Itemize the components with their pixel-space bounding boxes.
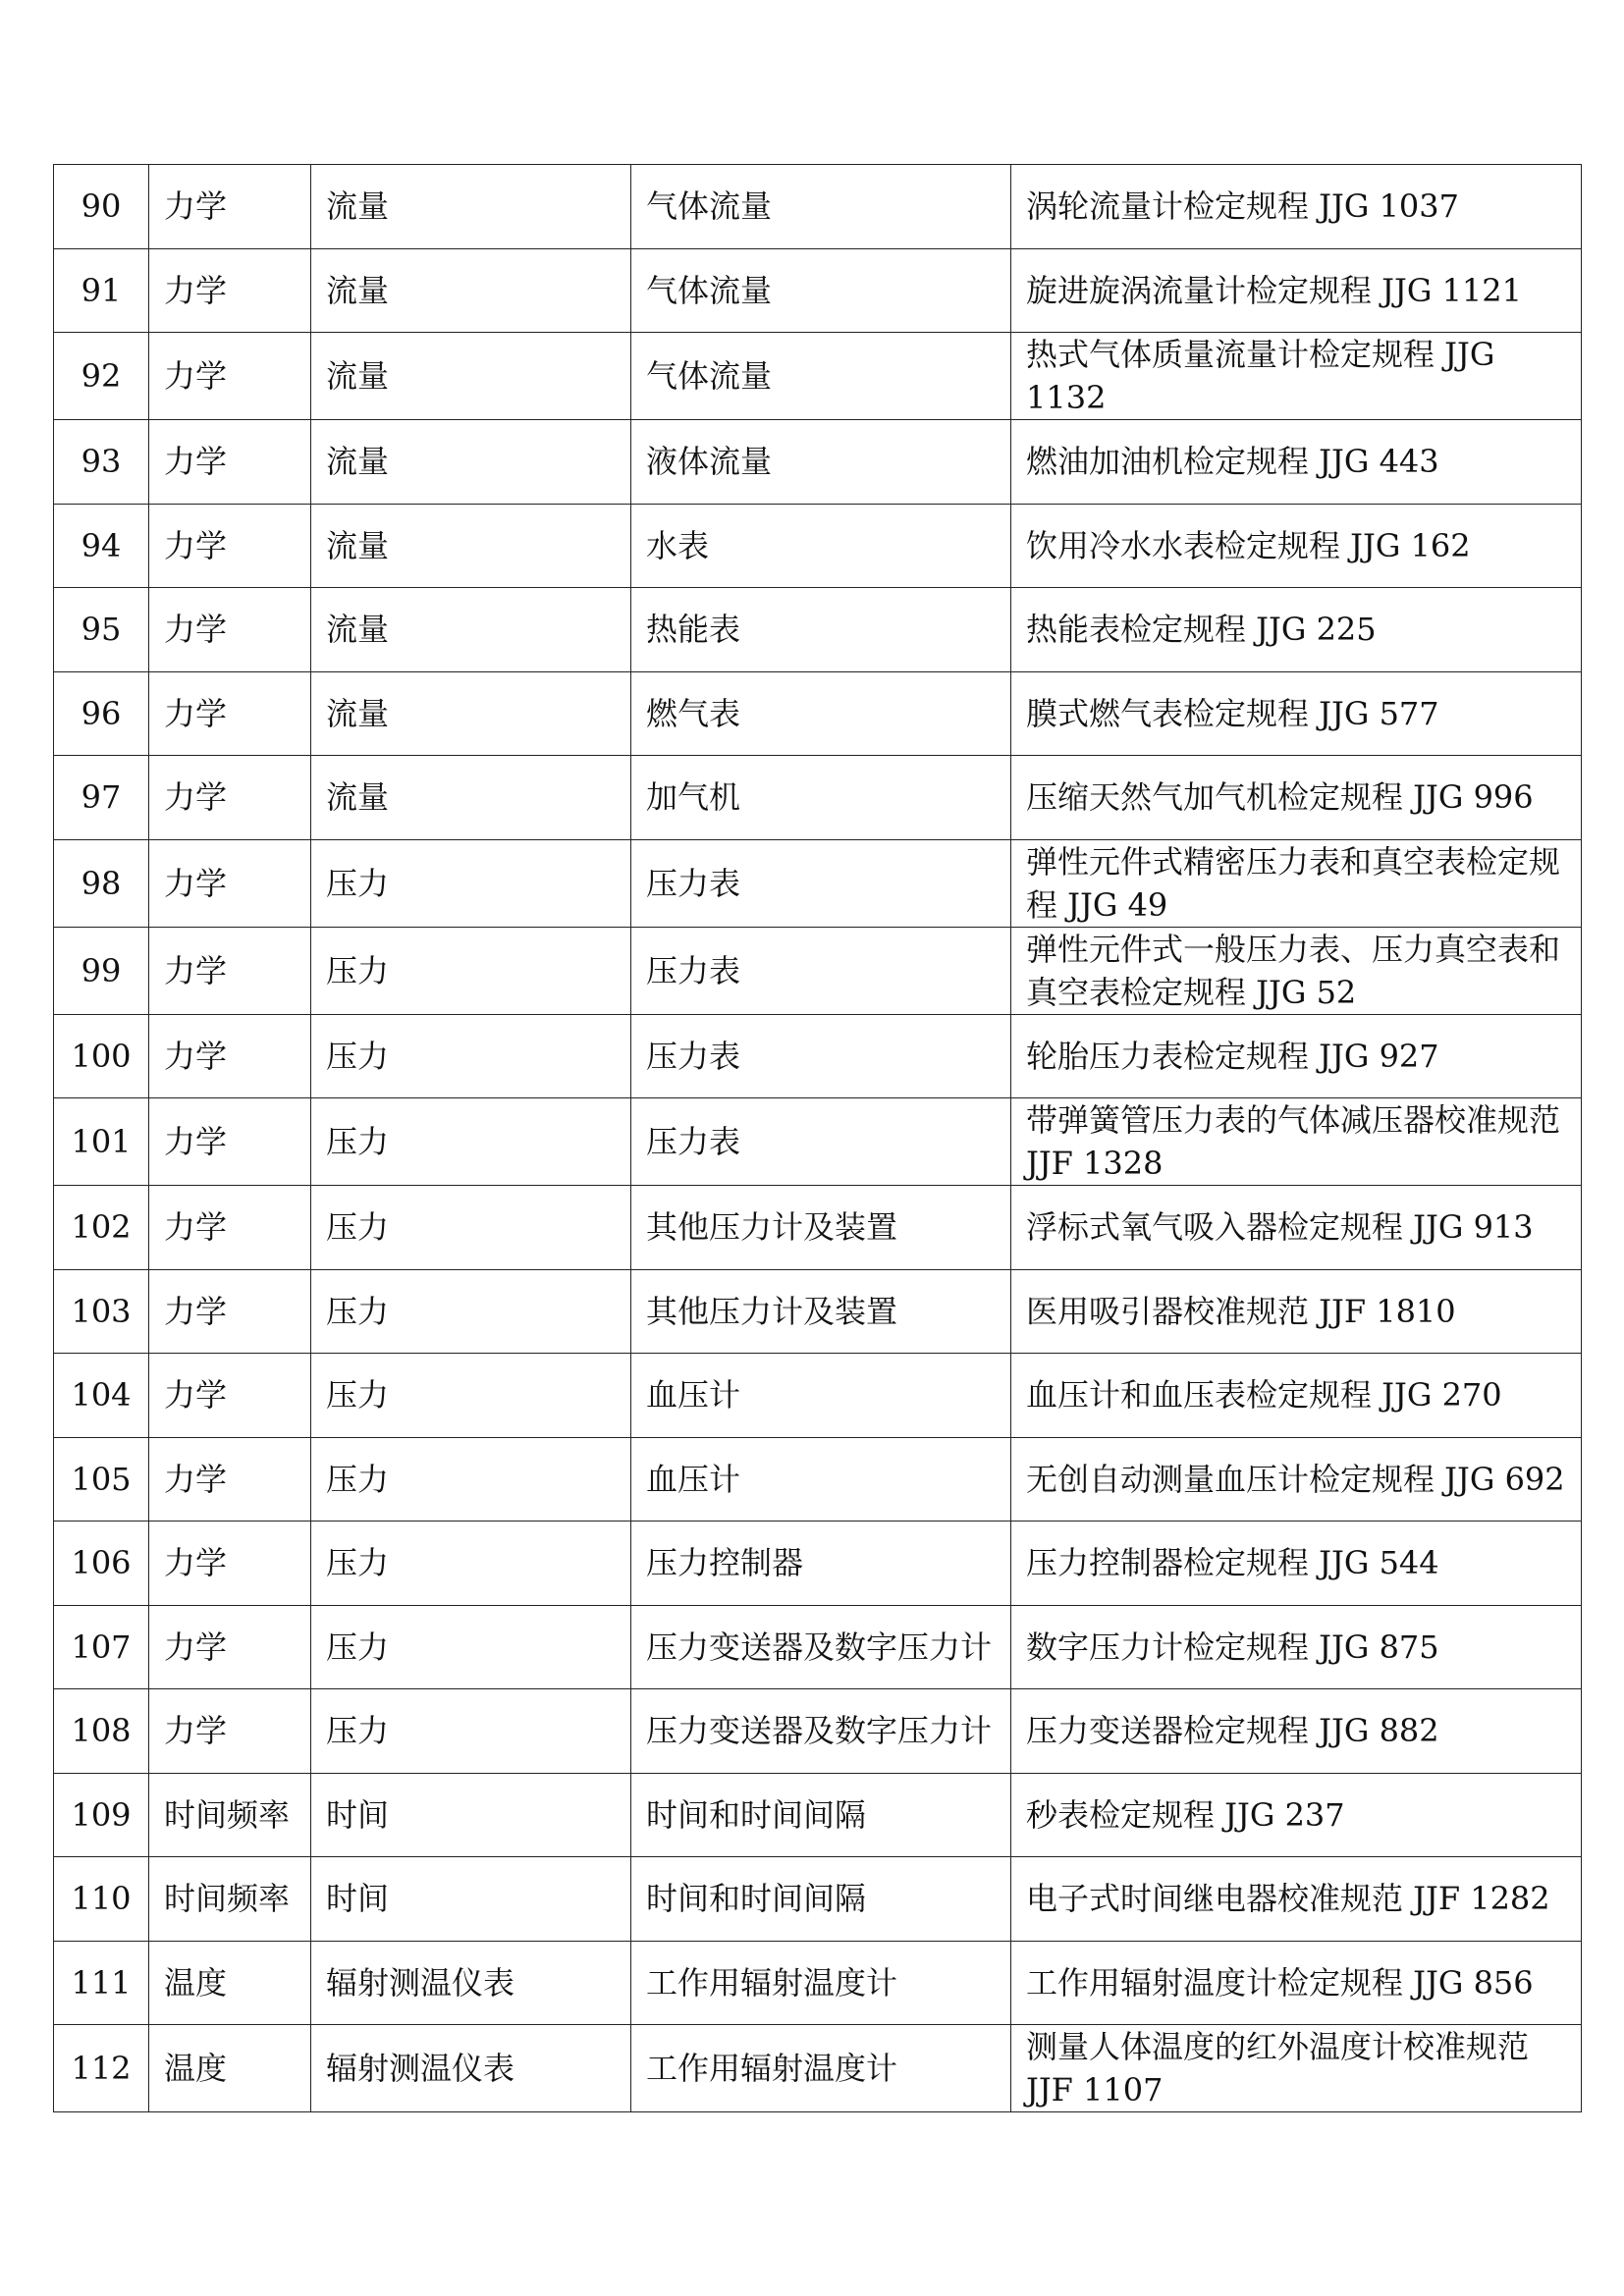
table-row [54,1773,1582,1857]
field-cell: 力学 [149,588,311,672]
row-number: 98 [54,839,149,927]
item-cell: 血压计 [631,1437,1011,1522]
spec-cell: 膜式燃气表检定规程 JJG 577 [1011,671,1582,756]
spec-cell: 测量人体温度的红外温度计校准规范 JJF 1107 [1011,2025,1582,2112]
spec-cell: 压力控制器检定规程 JJG 544 [1011,1522,1582,1606]
spec-cell: 弹性元件式一般压力表、压力真空表和真空表检定规程 JJG 52 [1011,927,1582,1014]
field-cell: 温度 [149,2025,311,2112]
row-number: 109 [54,1773,149,1857]
spec-cell: 压力变送器检定规程 JJG 882 [1011,1689,1582,1774]
category-cell: 流量 [311,588,631,672]
spec-cell: 无创自动测量血压计检定规程 JJG 692 [1011,1437,1582,1522]
table-row [54,839,1582,927]
item-cell: 压力表 [631,927,1011,1014]
category-cell: 压力 [311,1186,631,1270]
item-cell: 压力表 [631,1098,1011,1186]
row-number: 94 [54,504,149,588]
item-cell: 时间和时间间隔 [631,1857,1011,1942]
category-cell: 压力 [311,1269,631,1354]
item-cell: 压力控制器 [631,1522,1011,1606]
spec-cell: 工作用辐射温度计检定规程 JJG 856 [1011,1941,1582,2025]
row-number: 101 [54,1098,149,1186]
spec-cell: 热式气体质量流量计检定规程 JJG 1132 [1011,333,1582,420]
spec-cell: 秒表检定规程 JJG 237 [1011,1773,1582,1857]
item-cell: 燃气表 [631,671,1011,756]
table-row [54,1689,1582,1774]
spec-cell: 电子式时间继电器校准规范 JJF 1282 [1011,1857,1582,1942]
row-number: 107 [54,1605,149,1689]
spec-cell: 压缩天然气加气机检定规程 JJG 996 [1011,756,1582,840]
category-cell: 压力 [311,1605,631,1689]
spec-cell: 涡轮流量计检定规程 JJG 1037 [1011,165,1582,249]
table-row [54,1605,1582,1689]
category-cell: 压力 [311,1098,631,1186]
row-number: 93 [54,420,149,505]
field-cell: 力学 [149,839,311,927]
table-row [54,1437,1582,1522]
table-row [54,1186,1582,1270]
row-number: 103 [54,1269,149,1354]
row-number: 112 [54,2025,149,2112]
spec-cell: 弹性元件式精密压力表和真空表检定规程 JJG 49 [1011,839,1582,927]
field-cell: 力学 [149,756,311,840]
row-number: 95 [54,588,149,672]
table-row [54,588,1582,672]
spec-cell: 医用吸引器校准规范 JJF 1810 [1011,1269,1582,1354]
table-row [54,1014,1582,1098]
item-cell: 压力表 [631,1014,1011,1098]
spec-cell: 数字压力计检定规程 JJG 875 [1011,1605,1582,1689]
field-cell: 力学 [149,671,311,756]
category-cell: 压力 [311,1014,631,1098]
table-row [54,927,1582,1014]
item-cell: 工作用辐射温度计 [631,1941,1011,2025]
spec-cell: 轮胎压力表检定规程 JJG 927 [1011,1014,1582,1098]
item-cell: 水表 [631,504,1011,588]
field-cell: 力学 [149,165,311,249]
table-row [54,1354,1582,1438]
item-cell: 压力变送器及数字压力计 [631,1689,1011,1774]
standards-table [53,164,1582,2112]
table-row [54,333,1582,420]
row-number: 102 [54,1186,149,1270]
item-cell: 气体流量 [631,165,1011,249]
table-row [54,1857,1582,1942]
field-cell: 力学 [149,1437,311,1522]
field-cell: 力学 [149,1269,311,1354]
standards-table-body [54,165,1582,2112]
table-row [54,1098,1582,1186]
field-cell: 力学 [149,927,311,1014]
table-row [54,671,1582,756]
table-row [54,504,1582,588]
field-cell: 温度 [149,1941,311,2025]
table-row [54,248,1582,333]
table-row [54,1522,1582,1606]
field-cell: 时间频率 [149,1773,311,1857]
field-cell: 力学 [149,504,311,588]
spec-cell: 饮用冷水水表检定规程 JJG 162 [1011,504,1582,588]
category-cell: 辐射测温仪表 [311,2025,631,2112]
field-cell: 力学 [149,1689,311,1774]
field-cell: 力学 [149,333,311,420]
item-cell: 加气机 [631,756,1011,840]
spec-cell: 浮标式氧气吸入器检定规程 JJG 913 [1011,1186,1582,1270]
item-cell: 血压计 [631,1354,1011,1438]
item-cell: 热能表 [631,588,1011,672]
row-number: 104 [54,1354,149,1438]
row-number: 106 [54,1522,149,1606]
item-cell: 时间和时间间隔 [631,1773,1011,1857]
field-cell: 力学 [149,248,311,333]
category-cell: 流量 [311,333,631,420]
row-number: 99 [54,927,149,1014]
category-cell: 压力 [311,927,631,1014]
field-cell: 力学 [149,1354,311,1438]
item-cell: 气体流量 [631,248,1011,333]
table-row [54,2025,1582,2112]
category-cell: 流量 [311,248,631,333]
table-row [54,1941,1582,2025]
category-cell: 流量 [311,165,631,249]
field-cell: 力学 [149,1098,311,1186]
row-number: 92 [54,333,149,420]
category-cell: 流量 [311,671,631,756]
field-cell: 力学 [149,1605,311,1689]
spec-cell: 燃油加油机检定规程 JJG 443 [1011,420,1582,505]
category-cell: 压力 [311,1689,631,1774]
field-cell: 力学 [149,1186,311,1270]
row-number: 100 [54,1014,149,1098]
spec-cell: 热能表检定规程 JJG 225 [1011,588,1582,672]
category-cell: 流量 [311,756,631,840]
row-number: 90 [54,165,149,249]
item-cell: 液体流量 [631,420,1011,505]
row-number: 110 [54,1857,149,1942]
row-number: 91 [54,248,149,333]
table-row [54,420,1582,505]
category-cell: 压力 [311,1354,631,1438]
row-number: 111 [54,1941,149,2025]
field-cell: 力学 [149,1014,311,1098]
row-number: 96 [54,671,149,756]
item-cell: 其他压力计及装置 [631,1269,1011,1354]
spec-cell: 带弹簧管压力表的气体减压器校准规范 JJF 1328 [1011,1098,1582,1186]
item-cell: 工作用辐射温度计 [631,2025,1011,2112]
row-number: 97 [54,756,149,840]
item-cell: 压力变送器及数字压力计 [631,1605,1011,1689]
category-cell: 流量 [311,504,631,588]
table-row [54,756,1582,840]
category-cell: 压力 [311,1522,631,1606]
field-cell: 时间频率 [149,1857,311,1942]
row-number: 108 [54,1689,149,1774]
table-row [54,165,1582,249]
item-cell: 其他压力计及装置 [631,1186,1011,1270]
spec-cell: 血压计和血压表检定规程 JJG 270 [1011,1354,1582,1438]
field-cell: 力学 [149,1522,311,1606]
category-cell: 时间 [311,1773,631,1857]
category-cell: 压力 [311,839,631,927]
category-cell: 流量 [311,420,631,505]
category-cell: 时间 [311,1857,631,1942]
item-cell: 压力表 [631,839,1011,927]
table-row [54,1269,1582,1354]
field-cell: 力学 [149,420,311,505]
item-cell: 气体流量 [631,333,1011,420]
category-cell: 辐射测温仪表 [311,1941,631,2025]
spec-cell: 旋进旋涡流量计检定规程 JJG 1121 [1011,248,1582,333]
category-cell: 压力 [311,1437,631,1522]
row-number: 105 [54,1437,149,1522]
